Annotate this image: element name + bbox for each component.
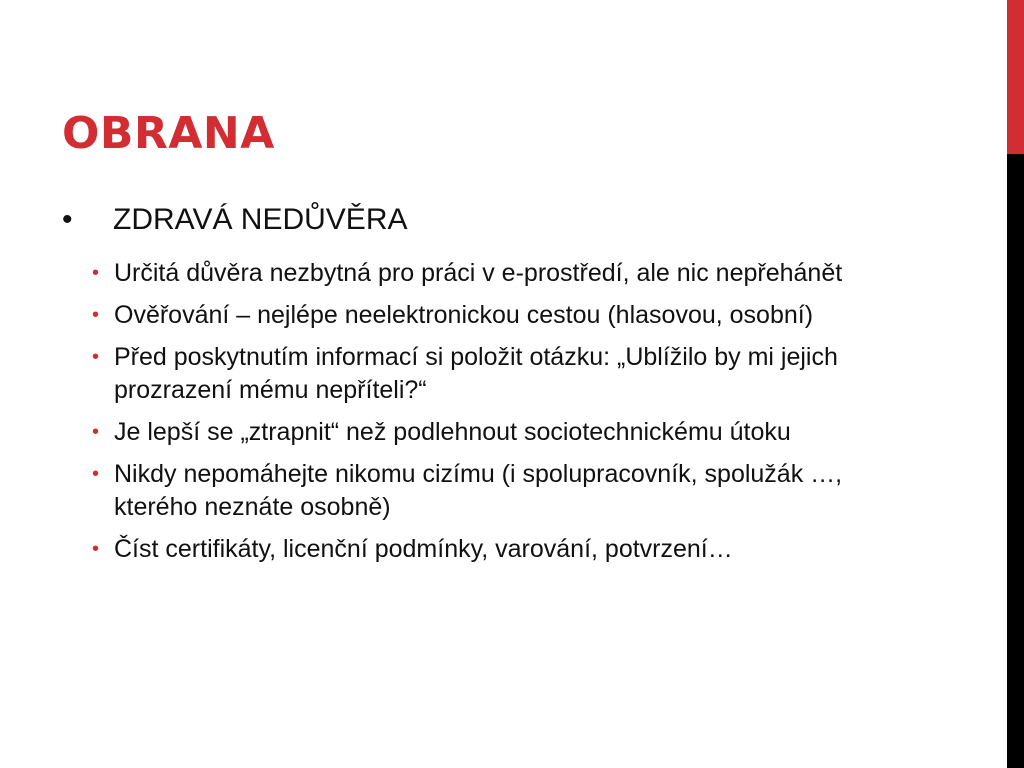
sub-bullet: • <box>92 421 100 443</box>
list-item-text: Číst certifikáty, licenční podmínky, varování, potvrzení… <box>114 535 733 563</box>
main-point-bullet: • <box>62 203 73 236</box>
sub-bullet: • <box>92 346 100 368</box>
list-item-text: Před poskytnutím informací si položit otázku: „Ublížilo by mi jejich prozrazení mému nepříteli?“ <box>114 343 838 404</box>
list-item <box>92 299 892 332</box>
sub-bullet: • <box>92 304 100 326</box>
list-item-text: Určitá důvěra nezbytná pro práci v e-prostředí, ale nic nepřehánět <box>114 259 843 287</box>
sub-bullet: • <box>92 463 100 485</box>
slide-title: OBRANA <box>62 108 275 159</box>
side-bar-black-segment <box>1007 154 1024 768</box>
sub-bullet: • <box>92 262 100 284</box>
list-item <box>92 341 892 407</box>
list-item <box>92 257 892 290</box>
list-item <box>92 458 892 524</box>
list-item <box>92 533 892 566</box>
list-item-text: Ověřování – nejlépe neelektronickou cestou (hlasovou, osobní) <box>114 301 814 329</box>
list-item-text: Je lepší se „ztrapnit“ než podlehnout sociotechnickému útoku <box>114 418 791 446</box>
sub-bullet: • <box>92 538 100 560</box>
decorative-side-bar <box>1007 0 1024 768</box>
list-item-text: Nikdy nepomáhejte nikomu cizímu (i spolupracovník, spolužák …, kterého neznáte osobně) <box>114 460 843 521</box>
main-point-text: ZDRAVÁ NEDŮVĚRA <box>113 203 408 236</box>
list-item <box>92 416 892 449</box>
sub-point-list <box>92 257 892 575</box>
side-bar-red-segment <box>1007 0 1024 154</box>
